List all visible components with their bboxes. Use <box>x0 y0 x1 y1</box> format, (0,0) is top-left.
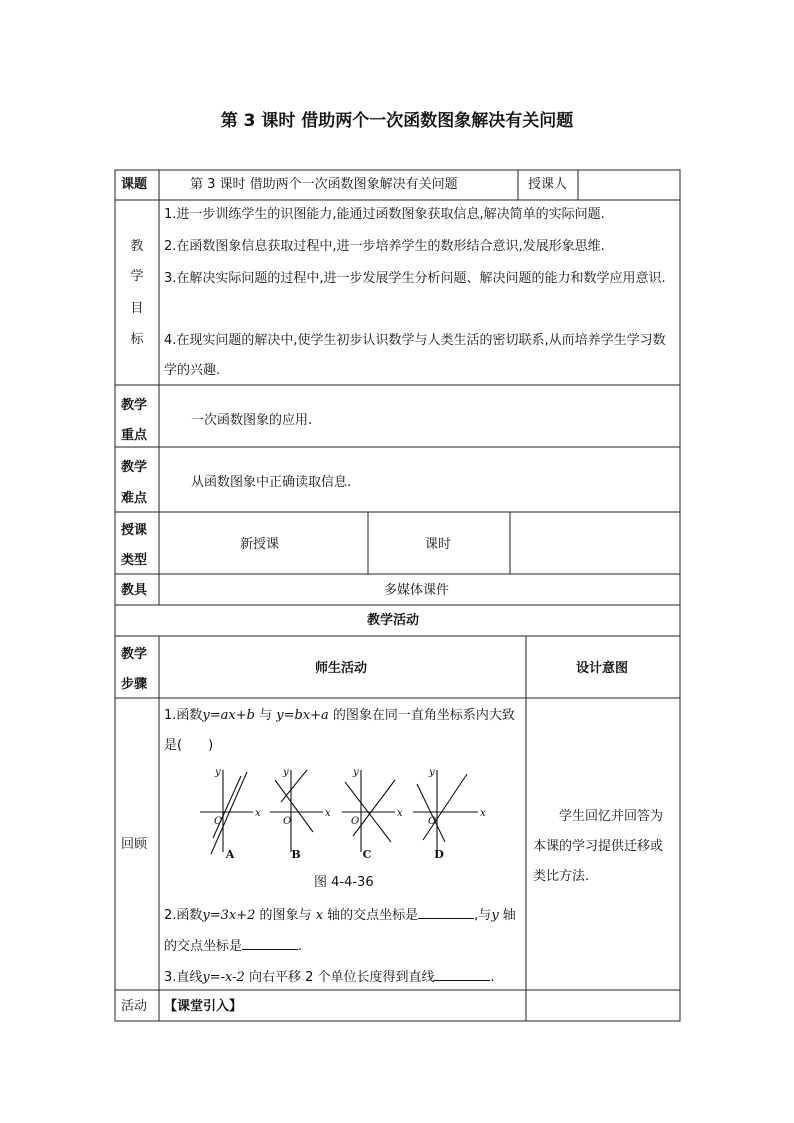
q2-text-line2: 的交点坐标是 <box>164 939 243 954</box>
document-title: 第 3 课时 借助两个一次函数图象解决有关问题 <box>220 111 574 131</box>
lesson-type-value: 新授课 <box>240 537 280 552</box>
graph-c-x-label: x <box>397 808 403 819</box>
q2-text-a: 2.函数 <box>164 908 203 923</box>
q2-text-end: . <box>298 939 303 954</box>
question-2-line-2 <box>164 938 302 953</box>
graph-d-line-2 <box>423 774 467 840</box>
steps-label-2: 步骤 <box>121 677 148 692</box>
graph-b <box>270 770 323 852</box>
activities-header: 教学活动 <box>367 613 420 628</box>
graph-c-line-2 <box>353 780 395 836</box>
graph-a-origin: O <box>214 816 223 827</box>
tools-label: 教具 <box>121 583 148 598</box>
objective-item-4: 4.在现实问题的解决中,使学生初步认识数学与人类生活的密切联系,从而培养学生学习数学的兴趣. <box>164 333 666 378</box>
q1-text-b: 的图象在同一直角坐标系内大致 <box>328 708 515 723</box>
review-label: 回顾 <box>121 837 148 852</box>
q2-text-b: 的图象与 <box>255 908 316 923</box>
q2-text-e: 轴 <box>498 908 516 923</box>
question-3 <box>164 969 495 984</box>
objectives-label-2: 学 <box>130 269 144 284</box>
activity-column-header: 师生活动 <box>315 661 368 676</box>
option-b-label: B <box>291 848 301 861</box>
graph-d-origin: O <box>428 816 437 827</box>
steps-label-1: 教学 <box>121 647 148 662</box>
objective-item-3: 3.在解决实际问题的过程中,进一步发展学生分析问题、解决问题的能力和数学应用意识. <box>164 271 666 286</box>
graph-d-y-label: y <box>429 767 435 778</box>
graph-a <box>200 770 253 854</box>
lesson-type-label-1: 授课 <box>121 523 148 538</box>
difficulty-label-1: 教学 <box>121 460 148 475</box>
question-2-line-1 <box>164 907 516 922</box>
question-1-line-2: 是( ) <box>164 738 214 753</box>
option-a-label: A <box>225 848 235 861</box>
graph-d <box>413 770 478 852</box>
objectives-label-3: 目 <box>130 301 144 316</box>
q2-equation: y=3x+2 <box>202 908 256 923</box>
activity-label: 活动 <box>121 999 148 1014</box>
q2-y: y <box>491 908 499 923</box>
graph-c-y-label: y <box>353 767 359 778</box>
graph-a-line-2 <box>213 776 241 838</box>
graph-a-line-1 <box>211 772 247 854</box>
graph-b-origin: O <box>283 816 292 827</box>
period-label: 课时 <box>425 537 452 552</box>
design-intent-text: 学生回忆并回答为本课的学习提供迁移或类比方法. <box>533 809 664 884</box>
topic-label: 课题 <box>121 177 148 192</box>
q2-answer-blank-1 <box>418 907 474 919</box>
q2-answer-blank-2 <box>242 938 298 950</box>
teacher-label: 授课人 <box>528 177 568 192</box>
graph-a-x-label: x <box>255 808 261 819</box>
graph-d-x-label: x <box>480 808 486 819</box>
objective-item-1: 1.进一步训练学生的识图能力,能通过函数图象获取信息,解决简单的实际问题. <box>164 207 605 222</box>
option-d-label: D <box>434 848 444 861</box>
difficulty-value: 从函数图象中正确读取信息. <box>191 475 352 490</box>
objectives-label-1: 教 <box>130 239 144 254</box>
figure-caption: 图 4-4-36 <box>314 875 374 890</box>
q2-x: x <box>315 908 324 923</box>
q3-answer-blank <box>434 969 490 981</box>
key-point-label-2: 重点 <box>121 428 148 443</box>
q3-text-b: 向右平移 2 个单位长度得到直线 <box>244 970 435 985</box>
graph-b-y-label: y <box>283 767 289 778</box>
q3-equation: y=-x-2 <box>202 970 245 985</box>
objectives-label-4: 标 <box>130 332 144 347</box>
lesson-type-label-2: 类型 <box>121 553 148 568</box>
graph-c-origin: O <box>351 816 360 827</box>
key-point-value: 一次函数图象的应用. <box>191 413 313 428</box>
q2-text-d: ,与 <box>474 908 492 923</box>
question-1-line-1 <box>164 709 515 722</box>
activity-value: 【课堂引入】 <box>164 999 243 1014</box>
q1-equation-1: y=ax+b <box>202 708 255 723</box>
figure-4-4-36 <box>195 762 495 862</box>
difficulty-label-2: 难点 <box>121 491 148 506</box>
objective-item-2: 2.在函数图象信息获取过程中,进一步培养学生的数形结合意识,发展形象思维. <box>164 239 605 254</box>
graph-b-line-1 <box>275 780 313 832</box>
topic-value: 第 3 课时 借助两个一次函数图象解决有关问题 <box>190 177 458 192</box>
q1-equation-2: y=bx+a <box>276 708 329 723</box>
q3-text-a: 3.直线 <box>164 970 203 985</box>
graph-c <box>342 770 395 852</box>
q2-text-c: 轴的交点坐标是 <box>323 908 419 923</box>
option-c-label: C <box>362 848 372 861</box>
q1-text-mid: 与 <box>254 708 277 723</box>
key-point-label-1: 教学 <box>121 398 148 413</box>
design-column-header: 设计意图 <box>576 661 629 676</box>
q1-text-a: 1.函数 <box>164 708 203 723</box>
q3-text-end: . <box>490 970 495 985</box>
graph-b-x-label: x <box>325 808 331 819</box>
graph-a-y-label: y <box>215 767 221 778</box>
tools-value: 多媒体课件 <box>384 583 450 598</box>
